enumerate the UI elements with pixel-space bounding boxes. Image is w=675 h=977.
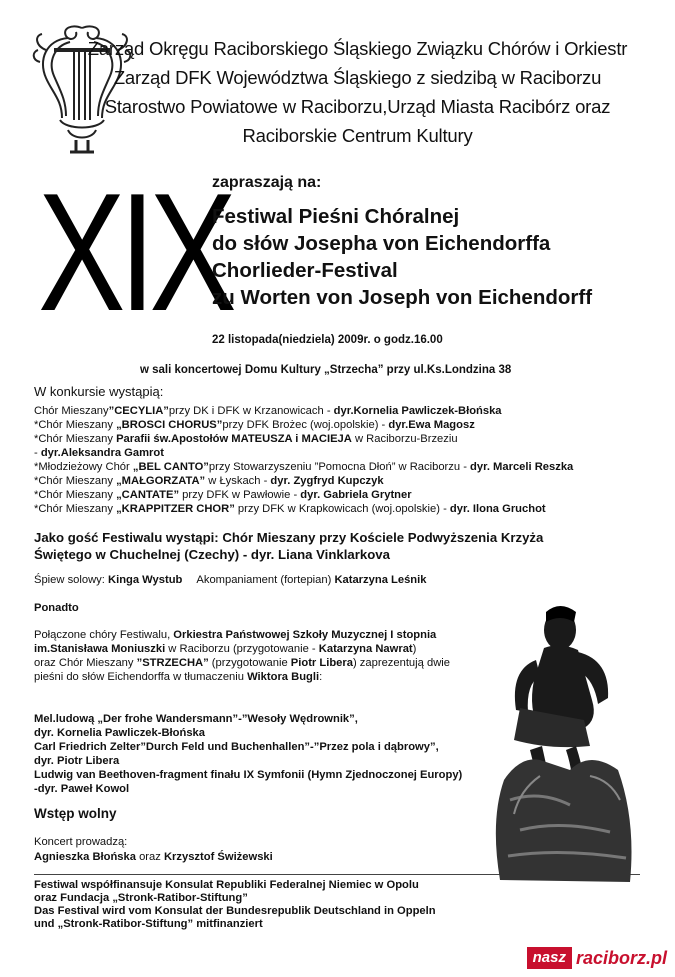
program-line-1: Mel.ludową „Der frohe Wandersmann”-”Wesoły Wędrownik”, <box>34 713 358 725</box>
program-line-5: Ludwig van Beethoven-fragment finału IX Symfonii (Hymn Zjednoczonej Europy) <box>34 769 463 781</box>
program-line-4: dyr. Piotr Libera <box>34 755 120 767</box>
venue-line: w sali koncertowej Domu Kultury „Strzecha” przy ul.Ks.Londzina 38 <box>140 364 512 376</box>
invite-text: zapraszają na: <box>212 174 322 191</box>
date-line: 22 listopada(niedziela) 2009r. o godz.16.00 <box>212 334 443 346</box>
hosts-names: Agnieszka Błońska oraz Krzysztof Świżewski <box>34 851 273 863</box>
festival-title-line-4: zu Worten von Joseph von Eichendorff <box>212 286 593 309</box>
organizer-line-4: Raciborskie Centrum Kultury <box>242 125 473 146</box>
guest-line-1: Jako gość Festiwalu wystąpi: Chór Mieszany przy Kościele Podwyższenia Krzyża <box>34 530 544 545</box>
competition-heading: W konkursie wystąpią: <box>34 384 164 399</box>
festival-title-line-1: Festiwal Pieśni Chóralnej <box>212 205 460 228</box>
joint-line-2: im.Stanisława Moniuszki w Raciborzu (przygotowanie - Katarzyna Nawrat) <box>34 643 417 655</box>
festival-title-line-3: Chorlieder-Festival <box>212 259 398 282</box>
list-item: *Chór Mieszany „BROSCI CHORUS”przy DFK Brożec (woj.opolskie) - dyr.Ewa Magosz <box>34 419 475 431</box>
solo-line: Śpiew solowy: Kinga Wystub Akompaniament (fortepian) Katarzyna Leśnik <box>34 574 427 586</box>
watermark-part-2: raciborz.pl <box>575 948 667 968</box>
funding-line-1: Festiwal współfinansuje Konsulat Republiki Federalnej Niemiec w Opolu <box>34 879 419 891</box>
guest-line-2: Świętego w Chuchelnej (Czechy) - dyr. Liana Vinklarkova <box>34 547 390 562</box>
list-item: *Chór Mieszany „MAŁGORZATA” w Łyskach - dyr. Zygfryd Kupczyk <box>34 475 384 487</box>
ponadto-label: Ponadto <box>34 602 79 614</box>
funding-line-2: oraz Fundacja „Stronk-Ratibor-Stiftung” <box>34 892 248 904</box>
eichendorff-statue-icon <box>480 600 640 890</box>
watermark-part-1: nasz <box>527 947 572 969</box>
list-item: *Chór Mieszany Parafii św.Apostołów MATEUSZA i MACIEJA w Raciborzu-Brzeziu <box>34 433 458 445</box>
program-line-3: Carl Friedrich Zelter”Durch Feld und Buchenhallen”-”Przez pola i dąbrowy”, <box>34 741 439 753</box>
list-item: Chór Mieszany”CECYLIA”przy DK i DFK w Krzanowicach - dyr.Kornelia Pawliczek-Błońska <box>34 405 502 417</box>
organizer-line-3: Starostwo Powiatowe w Raciborzu,Urząd Miasta Racibórz oraz <box>104 96 611 117</box>
funding-line-4: und „Stronk-Ratibor-Stiftung” mitfinanziert <box>34 918 263 930</box>
hosts-label: Koncert prowadzą: <box>34 836 128 848</box>
joint-line-1: Połączone chóry Festiwalu, Orkiestra Państwowej Szkoły Muzycznej I stopnia <box>34 629 437 641</box>
organizer-line-1: Zarząd Okręgu Raciborskiego Śląskiego Związku Chórów i Orkiestr <box>87 38 628 59</box>
program-line-6: -dyr. Paweł Kowol <box>34 783 130 795</box>
list-item: *Chór Mieszany „CANTATE” przy DFK w Pawłowie - dyr. Gabriela Grytner <box>34 489 412 501</box>
watermark <box>527 945 667 971</box>
program-line-2: dyr. Kornelia Pawliczek-Błońska <box>34 727 205 739</box>
funding-line-3: Das Festival wird vom Konsulat der Bundesrepublik Deutschland in Oppeln <box>34 905 436 917</box>
festival-title <box>212 203 592 311</box>
list-item: *Chór Mieszany „KRAPPITZER CHOR” przy DFK w Krapkowicach (woj.opolskie) - dyr. Ilona Gruchot <box>34 503 546 515</box>
organizer-line-2: Zarząd DFK Województwa Śląskiego z siedzibą w Raciborzu <box>113 67 602 88</box>
entry-free: Wstęp wolny <box>34 806 117 821</box>
joint-line-3: oraz Chór Mieszany ”STRZECHA” (przygotowanie Piotr Libera) zaprezentują dwie <box>34 657 450 669</box>
joint-line-4: pieśni do słów Eichendorffa w tłumaczeniu Wiktora Bugli: <box>34 671 323 683</box>
festival-title-line-2: do słów Josepha von Eichendorffa <box>212 232 551 255</box>
edition-number: XIX <box>38 158 231 346</box>
list-item: *Młodzieżowy Chór „BEL CANTO”przy Stowarzyszeniu ”Pomocna Dłoń” w Raciborzu - dyr. Marceli Reszka <box>34 461 574 473</box>
list-item: - dyr.Aleksandra Gamrot <box>34 447 164 459</box>
